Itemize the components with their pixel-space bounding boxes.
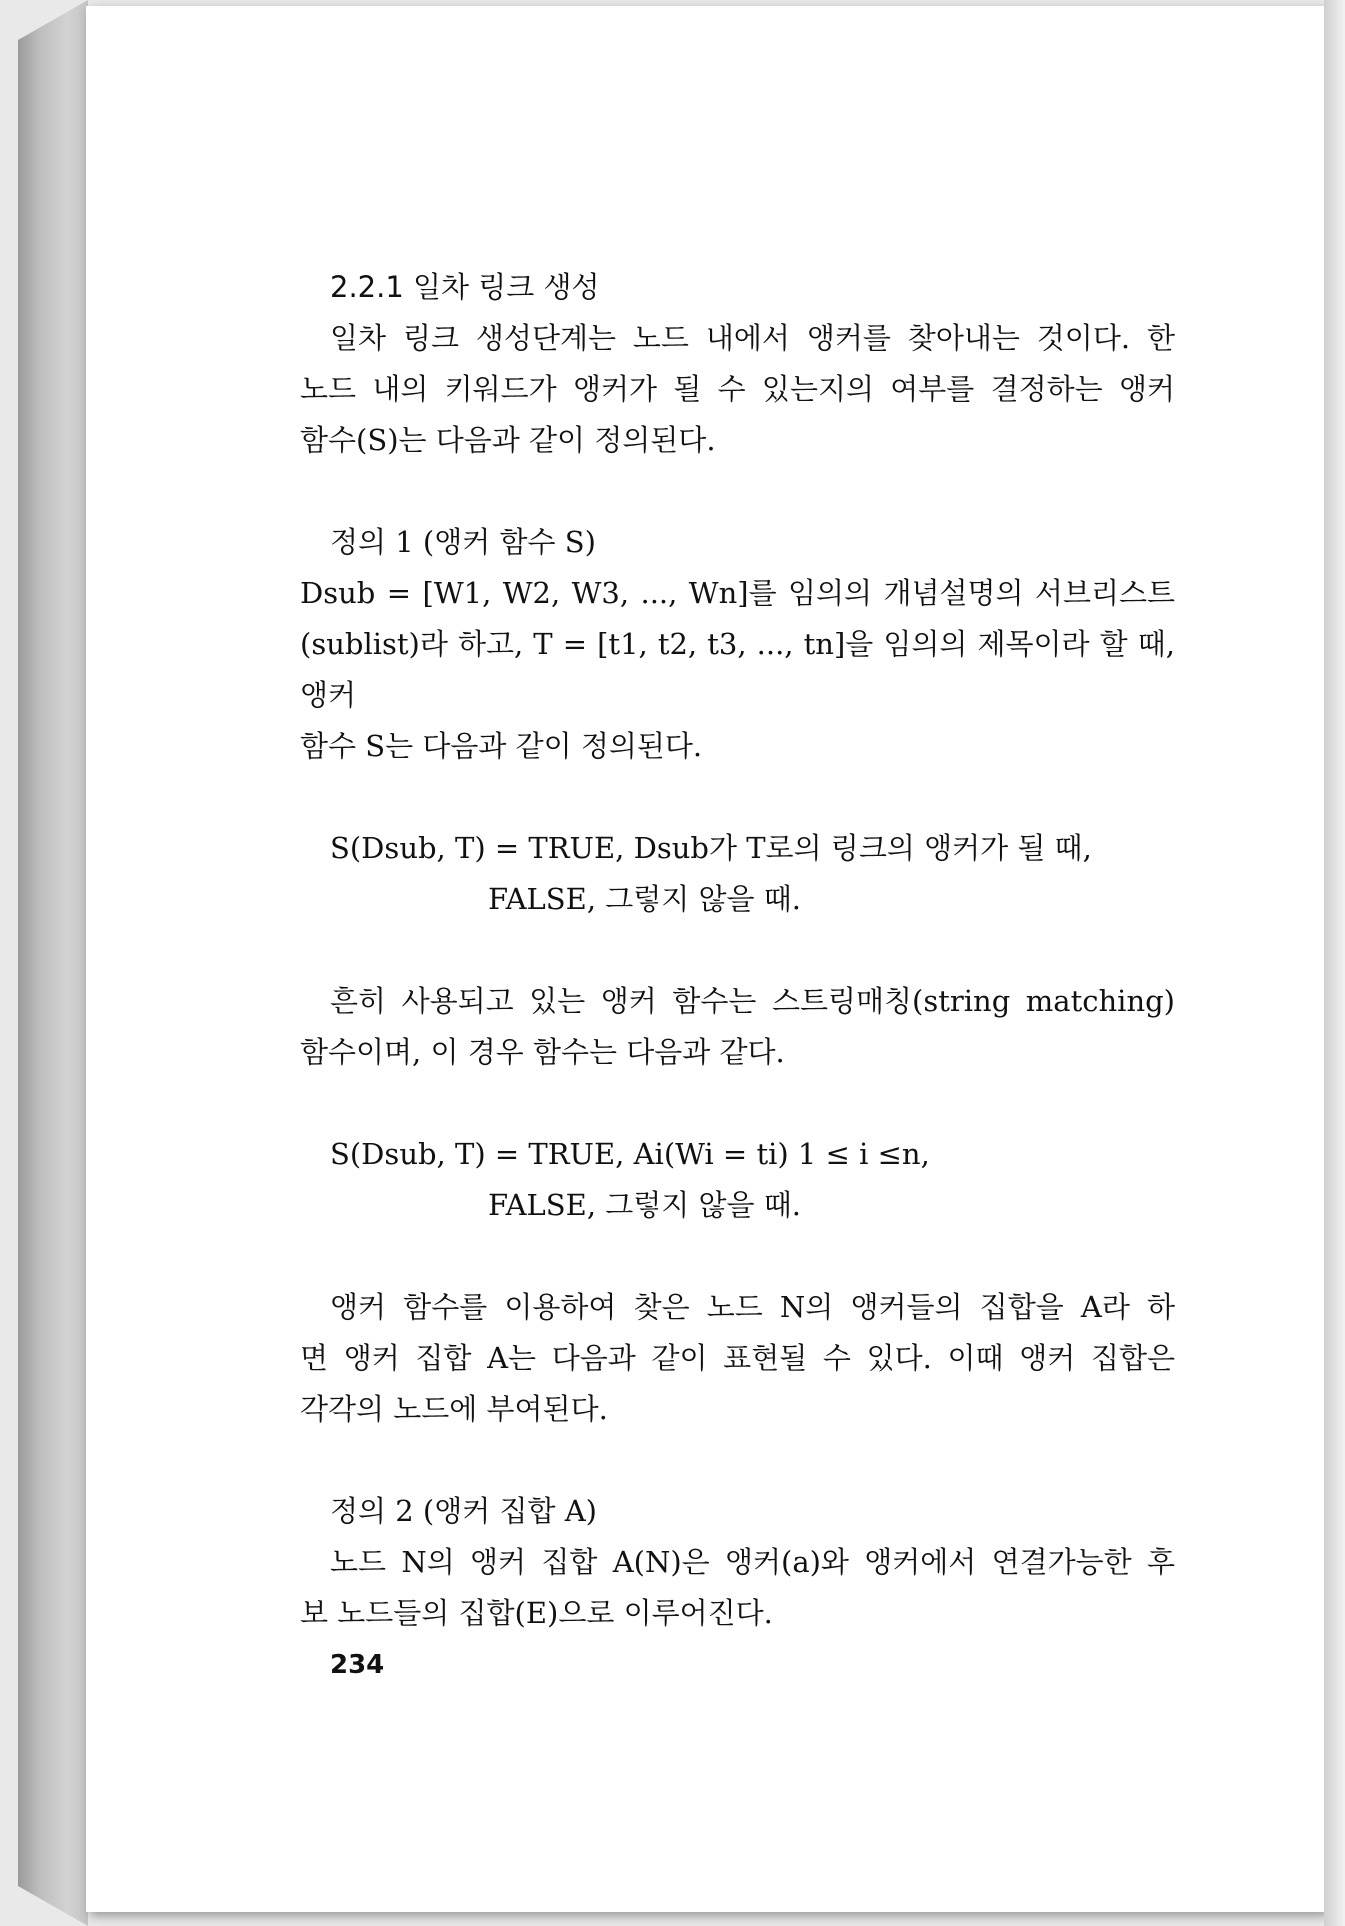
- text-line: 일차 링크 생성단계는 노드 내에서 앵커를 찾아내는 것이다. 한: [330, 321, 1175, 355]
- text-line: 함수이며, 이 경우 함수는 다음과 같다.: [300, 1035, 785, 1069]
- section-heading: 2.2.1 일차 링크 생성: [330, 270, 600, 304]
- string-matching-formula: [330, 1129, 1175, 1231]
- text-line: 함수(S)는 다음과 같이 정의된다.: [300, 423, 716, 457]
- text-line: (sublist)라 하고, T = [t1, t2, t3, ..., tn]을 임의의 제목이라 할 때, 앵커: [300, 627, 1175, 712]
- anchor-set-paragraph: [300, 1282, 1175, 1435]
- text-line: 앵커 함수를 이용하여 찾은 노드 N의 앵커들의 집합을 A라 하: [330, 1290, 1175, 1324]
- definition-1-title: 정의 1 (앵커 함수 S): [330, 525, 596, 559]
- string-matching-paragraph: [300, 976, 1175, 1078]
- text-line: 함수 S는 다음과 같이 정의된다.: [300, 729, 703, 763]
- text-line: 각각의 노드에 부여된다.: [300, 1392, 608, 1426]
- formula-line: S(Dsub, T) = TRUE, Dsub가 T로의 링크의 앵커가 될 때,: [330, 831, 1092, 865]
- formula-line: S(Dsub, T) = TRUE, Ai(Wi = ti) 1 ≤ i ≤n,: [330, 1137, 930, 1171]
- page-edge: [1324, 0, 1345, 1926]
- text-line: 노드 N의 앵커 집합 A(N)은 앵커(a)와 앵커에서 연결가능한 후: [330, 1545, 1175, 1579]
- formula-line: FALSE, 그렇지 않을 때.: [488, 882, 802, 916]
- text-line: 보 노드들의 집합(E)으로 이루어진다.: [300, 1596, 773, 1630]
- definition-1-formula: [330, 823, 1175, 925]
- formula-line: FALSE, 그렇지 않을 때.: [488, 1188, 802, 1222]
- text-line: 면 앵커 집합 A는 다음과 같이 표현될 수 있다. 이때 앵커 집합은: [300, 1341, 1175, 1375]
- definition-2-title: 정의 2 (앵커 집합 A): [330, 1494, 597, 1528]
- text-line: 노드 내의 키워드가 앵커가 될 수 있는지의 여부를 결정하는 앵커: [300, 372, 1175, 406]
- book-spine: [18, 0, 88, 1926]
- definition-1-paragraph: [300, 568, 1175, 772]
- page-content: [300, 262, 1175, 1639]
- page-number: 234: [330, 1650, 385, 1680]
- text-line: 흔히 사용되고 있는 앵커 함수는 스트링매칭(string matching): [330, 984, 1175, 1018]
- definition-2-paragraph: [300, 1537, 1175, 1639]
- text-line: Dsub = [W1, W2, W3, ..., Wn]를 임의의 개념설명의 서브리스트: [300, 576, 1175, 610]
- intro-paragraph: [300, 313, 1175, 466]
